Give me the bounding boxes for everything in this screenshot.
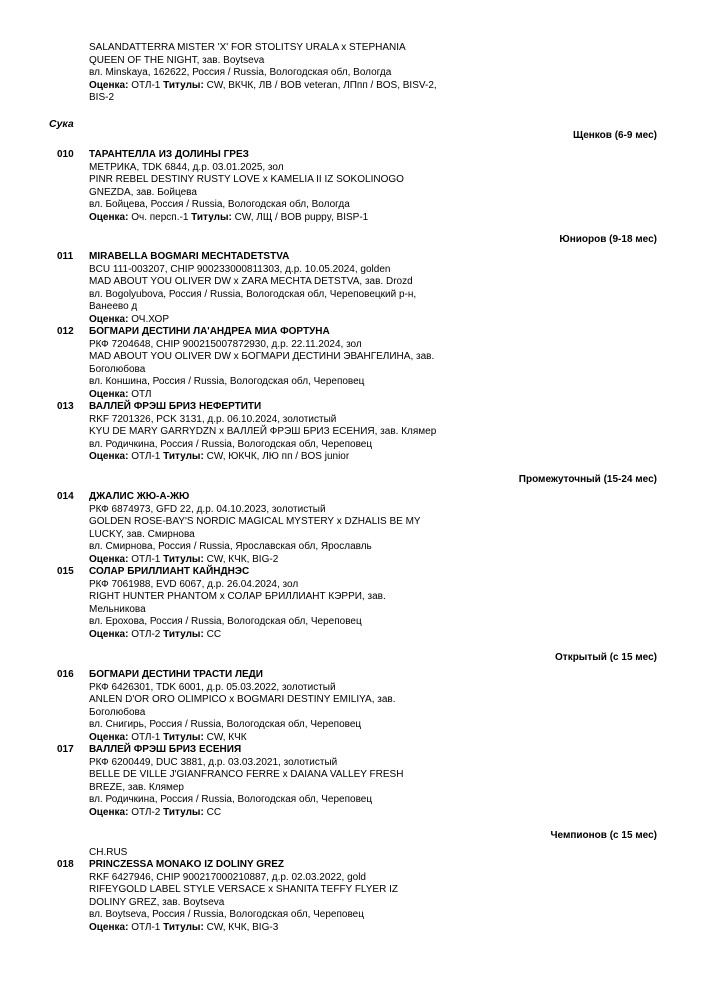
- entry-line: BREZE, зав. Клямер: [89, 781, 184, 793]
- titles-label: Титулы:: [163, 628, 204, 640]
- titles-label: Титулы:: [163, 921, 204, 933]
- grade-value: ОТЛ-2: [131, 628, 161, 640]
- champion-prefix: CH.RUS: [89, 847, 128, 858]
- grade-label: Оценка:: [89, 628, 129, 640]
- grade-value: ОТЛ-1: [131, 921, 161, 933]
- dog-name: ТАРАНТЕЛЛА ИЗ ДОЛИНЫ ГРЕЗ: [89, 149, 249, 160]
- entry-body: [89, 847, 469, 860]
- entry-line: вл. Бойцева, Россия / Russia, Вологодская обл, Вологда: [89, 199, 350, 210]
- entry-number: 010: [57, 149, 74, 160]
- entry-line: вл. Коншина, Россия / Russia, Вологодская обл, Череповец: [89, 376, 365, 387]
- grade-label: Оценка:: [89, 921, 129, 933]
- titles-label: Титулы:: [191, 211, 232, 223]
- titles-value: CW, ЛЩ / BOB puppy, BISP-1: [234, 211, 369, 223]
- entry-body: [89, 491, 469, 566]
- entry-number: 014: [57, 491, 74, 502]
- grade-value: ОТЛ-2: [131, 806, 161, 818]
- entry-line: RKF 6427946, CHIP 900217000210887, д.р. 02.03.2022, gold: [89, 871, 366, 883]
- dog-name: СОЛАР БРИЛЛИАНТ КАЙНДНЭС: [89, 566, 250, 577]
- class-header-puppy: Щенков (6-9 мес): [573, 130, 657, 141]
- grade-label: Оценка:: [89, 553, 129, 565]
- grade-value: ОТЛ-1: [131, 731, 161, 743]
- sex-heading: Сука: [49, 118, 74, 130]
- titles-label: Титулы:: [163, 79, 204, 91]
- class-header-champion: Чемпионов (с 15 мес): [550, 830, 657, 841]
- entry-line: Ванеево д: [89, 301, 138, 312]
- entry-line: DOLINY GREZ, зав. Boytseva: [89, 896, 225, 908]
- grade-line: [89, 212, 469, 225]
- entry-line: MAD ABOUT YOU OLIVER DW x БОГМАРИ ДЕСТИНИ ЭВАНГЕЛИНА, зав.: [89, 351, 435, 362]
- entry-line: LUCKY, зав. Смирнова: [89, 528, 195, 540]
- titles-label: Титулы:: [163, 553, 204, 565]
- entry-line: РКФ 7204648, CHIP 900215007872930, д.р. 22.11.2024, зол: [89, 338, 362, 350]
- grade-line: [89, 732, 469, 745]
- titles-value: CW, КЧК: [206, 731, 247, 743]
- dog-name: ДЖАЛИС ЖЮ-А-ЖЮ: [89, 491, 190, 502]
- grade-value: ОТЛ-1: [131, 553, 161, 565]
- dog-name: БОГМАРИ ДЕСТИНИ ТРАСТИ ЛЕДИ: [89, 669, 263, 680]
- entry-line: вл. Boytseva, Россия / Russia, Вологодская обл, Череповец: [89, 909, 364, 920]
- entry-line: Боголюбова: [89, 363, 146, 375]
- grade-label: Оценка:: [89, 451, 129, 462]
- entry-body: [89, 251, 469, 326]
- entry-line: вл. Смирнова, Россия / Russia, Ярославская обл, Ярославль: [89, 541, 372, 552]
- entry-line: РКФ 7061988, EVD 6067, д.р. 26.04.2024, зол: [89, 578, 299, 590]
- entry-line: РКФ 6200449, DUC 3881, д.р. 03.03.2021, золотистый: [89, 756, 338, 768]
- grade-line: [89, 922, 469, 935]
- titles-label: Титулы:: [163, 451, 204, 462]
- entry-body: [89, 669, 469, 744]
- grade-label: Оценка:: [89, 79, 129, 91]
- entry-body: [89, 859, 469, 934]
- titles-label: Титулы:: [163, 806, 204, 818]
- entry-line: вл. Родичкина, Россия / Russia, Вологодская обл, Череповец: [89, 438, 373, 450]
- dog-name: БОГМАРИ ДЕСТИНИ ЛА'АНДРЕА МИА ФОРТУНА: [89, 326, 330, 337]
- grade-value: ОТЛ-1: [131, 451, 161, 462]
- entry-line: вл. Bogolyubova, Россия / Russia, Вологодская обл, Череповецкий р-н,: [89, 288, 417, 300]
- dog-name: ВАЛЛЕЙ ФРЭШ БРИЗ НЕФЕРТИТИ: [89, 401, 262, 412]
- intro-titles-cont: BIS-2: [89, 92, 115, 103]
- dog-name: MIRABELLA BOGMARI MECHTADETSTVA: [89, 251, 290, 262]
- entry-line: MAD ABOUT YOU OLIVER DW x ZARA MECHTA DETSTVA, зав. Drozd: [89, 276, 413, 287]
- entry-number: 016: [57, 669, 74, 680]
- entry-line: PINR REBEL DESTINY RUSTY LOVE x KAMELIA II IZ SOKOLINOGO: [89, 174, 404, 185]
- entry-line: Мельникова: [89, 603, 146, 615]
- titles-value: CW, ВКЧК, ЛВ / BOB veteran, ЛПпп / BOS, BISV-2,: [206, 79, 437, 91]
- titles-value: CW, ЮКЧК, ЛЮ пп / BOS junior: [206, 451, 350, 462]
- entry-body: [89, 326, 469, 401]
- entry-line: РКФ 6426301, TDK 6001, д.р. 05.03.2022, золотистый: [89, 681, 336, 693]
- entry-body: [89, 744, 469, 819]
- grade-line: [89, 629, 469, 642]
- entry-line: GOLDEN ROSE-BAY'S NORDIC MAGICAL MYSTERY x DZHALIS BE MY: [89, 516, 421, 527]
- previous-entry-continuation: [89, 42, 469, 105]
- entry-number: 011: [57, 251, 74, 262]
- entry-line: РКФ 6874973, GFD 22, д.р. 04.10.2023, золотистый: [89, 503, 326, 515]
- titles-value: CC: [206, 628, 222, 640]
- entry-number: 015: [57, 566, 74, 577]
- entry-number: 013: [57, 401, 74, 412]
- grade-value: Оч. персп.-1: [131, 211, 189, 223]
- grade-label: Оценка:: [89, 313, 129, 325]
- dog-name: PRINCZESSA MONAKO IZ DOLINY GREZ: [89, 859, 285, 870]
- intro-line: SALANDATTERRA MISTER 'X' FOR STOLITSY URALA x STEPHANIA: [89, 42, 406, 53]
- grade-line: [89, 389, 469, 402]
- entry-line: вл. Снигирь, Россия / Russia, Вологодская обл, Череповец: [89, 719, 362, 730]
- entry-body: [89, 149, 469, 224]
- entry-line: RKF 7201326, PCK 3131, д.р. 06.10.2024, золотистый: [89, 413, 337, 425]
- titles-label: Титулы:: [163, 731, 204, 743]
- grade-label: Оценка:: [89, 731, 129, 743]
- intro-line: вл. Minskaya, 162622, Россия / Russia, Вологодская обл, Вологда: [89, 67, 392, 78]
- grade-value: ОЧ.ХОР: [131, 313, 170, 325]
- grade-line: [89, 314, 469, 327]
- entry-line: вл. Ерохова, Россия / Russia, Вологодская обл, Череповец: [89, 616, 362, 627]
- entry-number: 012: [57, 326, 74, 337]
- entry-line: KYU DE MARY GARRYDZN x ВАЛЛЕЙ ФРЭШ БРИЗ ЕСЕНИЯ, зав. Клямер: [89, 426, 437, 437]
- entry-body: [89, 401, 469, 464]
- entry-line: RIGHT HUNTER PHANTOM x СОЛАР БРИЛЛИАНТ КЭРРИ, зав.: [89, 591, 386, 602]
- grade-value: ОТЛ: [131, 388, 152, 400]
- grade-line: [89, 554, 469, 567]
- entry-line: GNEZDA, зав. Бойцева: [89, 186, 197, 198]
- class-header-open: Открытый (с 15 мес): [555, 652, 657, 663]
- grade-label: Оценка:: [89, 806, 129, 818]
- grade-value: ОТЛ-1: [131, 79, 161, 91]
- grade-line: [89, 807, 469, 820]
- titles-value: CW, КЧК, BIG-2: [206, 553, 279, 565]
- entry-line: BELLE DE VILLE J'GIANFRANCO FERRE x DAIANA VALLEY FRESH: [89, 769, 404, 780]
- titles-value: CW, КЧК, BIG-3: [206, 921, 279, 933]
- class-header-intermediate: Промежуточный (15-24 мес): [518, 474, 657, 485]
- entry-line: вл. Родичкина, Россия / Russia, Вологодская обл, Череповец: [89, 794, 373, 805]
- entry-line: Боголюбова: [89, 706, 146, 718]
- entry-line: BCU 111-003207, CHIP 900233000811303, д.р. 10.05.2024, golden: [89, 263, 391, 275]
- intro-grade-line: [89, 80, 469, 93]
- grade-label: Оценка:: [89, 211, 129, 223]
- entry-body: [89, 566, 469, 641]
- entry-line: RIFEYGOLD LABEL STYLE VERSACE x SHANITA TEFFY FLYER IZ: [89, 884, 398, 895]
- titles-value: CC: [206, 806, 222, 818]
- dog-name: ВАЛЛЕЙ ФРЭШ БРИЗ ЕСЕНИЯ: [89, 744, 242, 755]
- class-header-junior: Юниоров (9-18 мес): [559, 234, 657, 245]
- grade-line: [89, 451, 469, 464]
- entry-line: МЕТРИКА, TDK 6844, д.р. 03.01.2025, зол: [89, 161, 284, 173]
- intro-line: QUEEN OF THE NIGHT, зав. Boytseva: [89, 54, 265, 66]
- entry-number: 018: [57, 859, 74, 870]
- entry-number: 017: [57, 744, 74, 755]
- grade-label: Оценка:: [89, 388, 129, 400]
- entry-line: ANLEN D'OR ORO OLIMPICO x BOGMARI DESTINY EMILIYA, зав.: [89, 694, 396, 705]
